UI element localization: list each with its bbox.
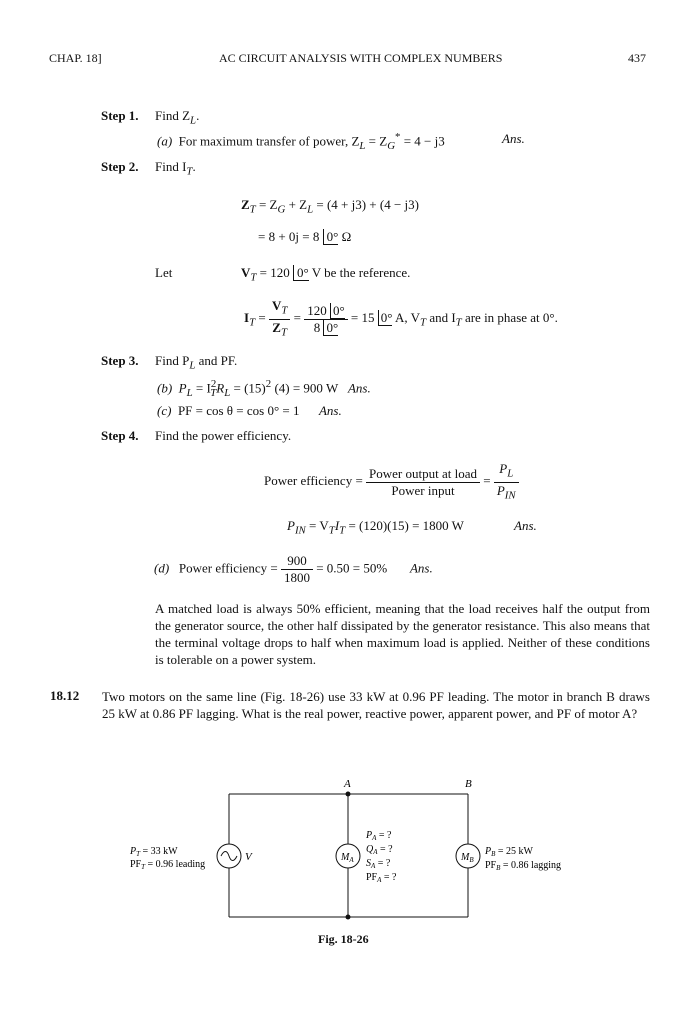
it-equation: $I_T$ = $\frac{V_T}{Z_T}$ = $\frac{120 0^\circ}{8 0^\circ}$ = 15 0° A, $V_T$ and $I_T$ are in phase at 0°. (244, 298, 558, 339)
node-a-label: A (344, 778, 351, 790)
motor-b-pf-label: $PF_B = 0.86$ lagging (485, 860, 562, 872)
let-label: Let (155, 265, 173, 280)
motor-a-s-label: $S_A$ = ? (366, 858, 391, 870)
sine-wave-icon (221, 852, 237, 861)
source-voltage-label: V (245, 851, 252, 863)
step-2-label: Step 2. (101, 159, 139, 174)
matched-load-paragraph: A matched load is always 50% efficient, meaning that the load receives half the output from the generator source, the other half dissipated by the generator resistance. This also means that the terminal voltage drops to half when maximum load is applied. Neither of these conditions is tolerable on a power system. (155, 601, 650, 667)
motor-a-name: $M_A$ (341, 852, 354, 864)
step-1a-answer: Ans. (502, 131, 525, 146)
zt-equation-2: = 8 + 0j = 8 0° Ω (258, 229, 352, 244)
step-3c-equation: (c) PF = cos θ = cos 0° = 1 Ans. (157, 403, 342, 418)
motor-b-power-label: $P_B = 25$ kW (485, 846, 533, 858)
running-title: AC CIRCUIT ANALYSIS WITH COMPLEX NUMBERS (219, 51, 503, 65)
motor-b-name: $M_B$ (461, 852, 474, 864)
step-2-text: Find $I_T$. (155, 159, 196, 178)
chapter-label: CHAP. 18] (49, 51, 102, 65)
figure-caption: Fig. 18-26 (318, 932, 369, 946)
step-3-label: Step 3. (101, 353, 139, 368)
node-bottom-dot (346, 915, 351, 920)
step-3-text: Find $P_L$ and PF. (155, 353, 238, 372)
step-4-text: Find the power efficiency. (155, 428, 292, 443)
efficiency-formula: Power efficiency = $\frac{\text{Power output at load}}{\text{Power input}}$ = $\frac{P_L}{P_{IN}}$ (264, 461, 519, 503)
source-pf-label: $PF_T = 0.96$ leading (130, 859, 206, 871)
node-b-label: B (465, 778, 472, 790)
reference-statement: $V_T = 120$ 0° V be the reference. (241, 265, 411, 284)
motor-a-q-label: $Q_A$ = ? (366, 844, 393, 856)
source-power-label: $P_T = 33$ kW (130, 846, 178, 858)
problem-text: Two motors on the same line (Fig. 18-26) use 33 kW at 0.96 PF leading. The motor in branch B draws 25 kW at 0.86 PF lagging. What is the real power, reactive power, apparent power, and PF of motor A? (102, 689, 650, 721)
step-1-label: Step 1. (101, 108, 139, 123)
motor-a-pf-label: $PF_A$ = ? (366, 872, 397, 884)
problem-number: 18.12 (50, 688, 80, 703)
step-3b-equation: (b) $P_L = I^2_TR_L = (15)^2$ (4) = 900 W Ans. (157, 378, 371, 399)
step-4-label: Step 4. (101, 428, 139, 443)
step-1-text: Find $Z_L$. (155, 108, 200, 127)
step-1a-equation: (a) For maximum transfer of power, $Z_L = Z_G^* = 4 - j3$ (157, 131, 445, 152)
zt-equation-1: $Z_T = Z_G + Z_L = (4 + j3) + (4 - j3)$ (241, 197, 419, 216)
page-number: 437 (628, 51, 646, 65)
motor-a-p-label: $P_A$ = ? (366, 830, 392, 842)
pin-answer: Ans. (514, 518, 537, 533)
pin-equation: $P_{IN} = V_TI_T = (120)(15) = 1800$ W (287, 518, 464, 537)
step-4d-equation: (d) Power efficiency = $\frac{900}{1800}$ = 0.50 = 50% Ans. (154, 553, 433, 585)
node-a-dot (346, 792, 351, 797)
